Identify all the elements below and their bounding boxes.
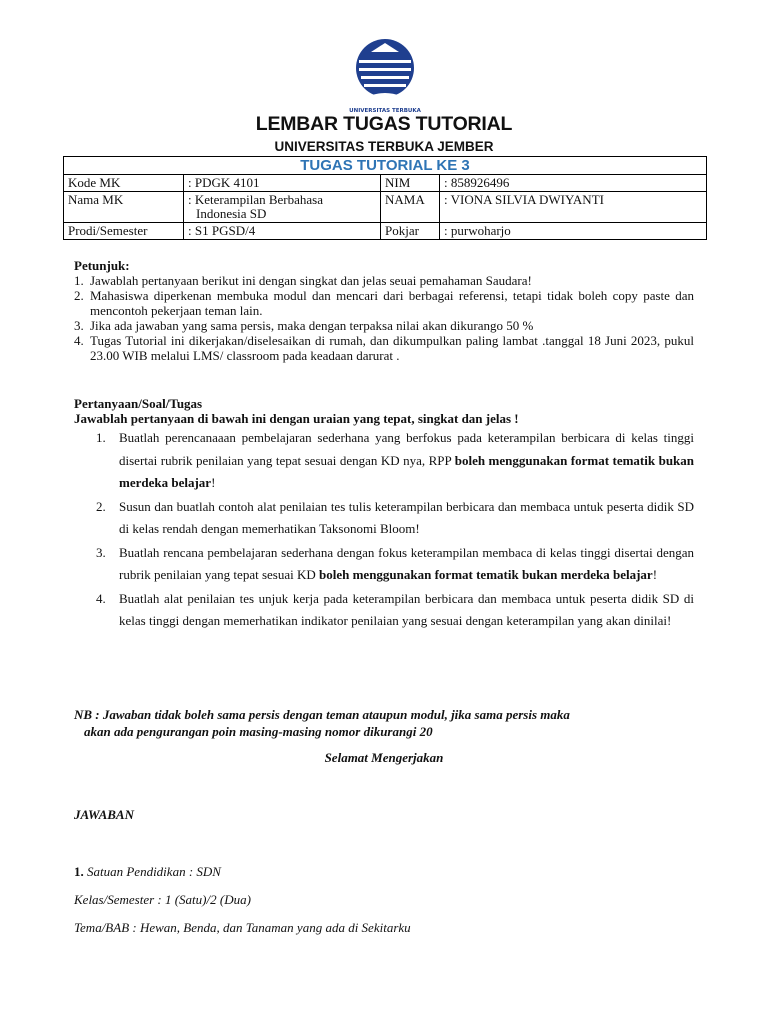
question-1: 1. Buatlah perencanaaan pembelajaran sederhana yang berfokus pada keterampilan berbicara di kelas tinggi disertai rubrik penilaian yang tepat sesuai dengan KD nya, RPP boleh menggunakan format tematik bukan merdeka belajar! (96, 430, 695, 490)
nim-label: NIM (381, 175, 440, 192)
petunjuk-section (74, 258, 694, 363)
table-row (64, 175, 707, 192)
table-row (64, 192, 707, 223)
tugas-heading: TUGAS TUTORIAL KE 3 (64, 157, 707, 175)
question-4: 4. Buatlah alat penilaian tes unjuk kerja pada keterampilan berbicara dan membaca untuk peserta didik SD di kelas tinggi dengan memerhatikan indikator penilaian yang sesuai dengan keterampilan yang akan dinilai! (96, 590, 694, 628)
nb-line2: akan ada pengurangan poin masing-masing nomor dikurangi 20 (84, 724, 433, 739)
closing-text: Selamat Mengerjakan (324, 750, 444, 765)
soal-title: Pertanyaan/Soal/Tugas (74, 396, 203, 411)
soal-instruction: Jawablah pertanyaan di bawah ini dengan uraian yang tepat, singkat dan jelas ! (74, 411, 519, 426)
soal-section-header (74, 396, 694, 426)
kode-mk-label: Kode MK (64, 175, 184, 192)
petunjuk-title: Petunjuk: (74, 258, 130, 273)
student-info-table (63, 156, 707, 240)
document-subtitle: UNIVERSITAS TERBUKA JEMBER (274, 139, 494, 154)
question-2: 2. Susun dan buatlah contoh alat penilaian tes tulis keterampilan berbicara dan membaca untuk peserta didik SD di kelas rendah dengan memerhatikan Taksonomi Bloom! (96, 498, 694, 536)
nama-mk-label: Nama MK (64, 192, 184, 223)
universitas-terbuka-logo (349, 38, 421, 116)
jawaban-title: JAWABAN (74, 807, 134, 822)
prodi-label: Prodi/Semester (64, 223, 184, 240)
kode-mk-value: : PDGK 4101 (184, 175, 381, 192)
nama-label: NAMA (381, 192, 440, 223)
answer-satuan: 1. Satuan Pendidikan : SDN (74, 864, 221, 879)
pokjar-value: : purwoharjo (440, 223, 707, 240)
prodi-value: : S1 PGSD/4 (184, 223, 381, 240)
petunjuk-list (74, 273, 694, 363)
list-item: 2. Mahasiswa diperkenan membuka modul dan mencari dari berbagai referensi, tetapi tidak boleh copy paste dan mencontoh pekerjaan teman lain. (74, 288, 694, 318)
logo-caption: UNIVERSITAS TERBUKA (349, 108, 421, 114)
answer-tema: Tema/BAB : Hewan, Benda, dan Tanaman yang ada di Sekitarku (74, 920, 411, 935)
pokjar-label: Pokjar (381, 223, 440, 240)
document-title: LEMBAR TUGAS TUTORIAL (255, 113, 513, 135)
nama-mk-value-line2: Indonesia SD (196, 206, 267, 221)
nama-mk-value (184, 192, 381, 223)
list-item: 4. Tugas Tutorial ini dikerjakan/diselesaikan di rumah, dan dikumpulkan paling lambat .tanggal 18 Juni 2023, pukul 23.00 WIB melalui LMS/ classroom pada keadaan darurat . (74, 333, 694, 363)
question-3: 3. Buatlah rencana pembelajaran sederhana dengan fokus keterampilan membaca di kelas tinggi disertai dengan rubrik penilaian yang tepat sesuai KD boleh menggunakan format tematik bukan merdeka belajar! (96, 544, 694, 582)
nama-value: : VIONA SILVIA DWIYANTI (440, 192, 707, 223)
nim-value: : 858926496 (440, 175, 707, 192)
nb-note (74, 706, 570, 740)
list-item: 1. Jawablah pertanyaan berikut ini dengan singkat dan jelas seuai pemahaman Saudara! (74, 273, 532, 288)
question-list (96, 427, 694, 634)
nb-line1: NB : Jawaban tidak boleh sama persis dengan teman ataupun modul, jika sama persis maka (74, 707, 570, 722)
answer-kelas: Kelas/Semester : 1 (Satu)/2 (Dua) (74, 892, 251, 907)
list-item: 3. Jika ada jawaban yang sama persis, maka dengan terpaksa nilai akan dikurango 50 % (74, 318, 534, 333)
table-row (64, 223, 707, 240)
table-heading-row (64, 157, 707, 175)
nama-mk-value-line1: : Keterampilan Berbahasa (188, 192, 323, 207)
